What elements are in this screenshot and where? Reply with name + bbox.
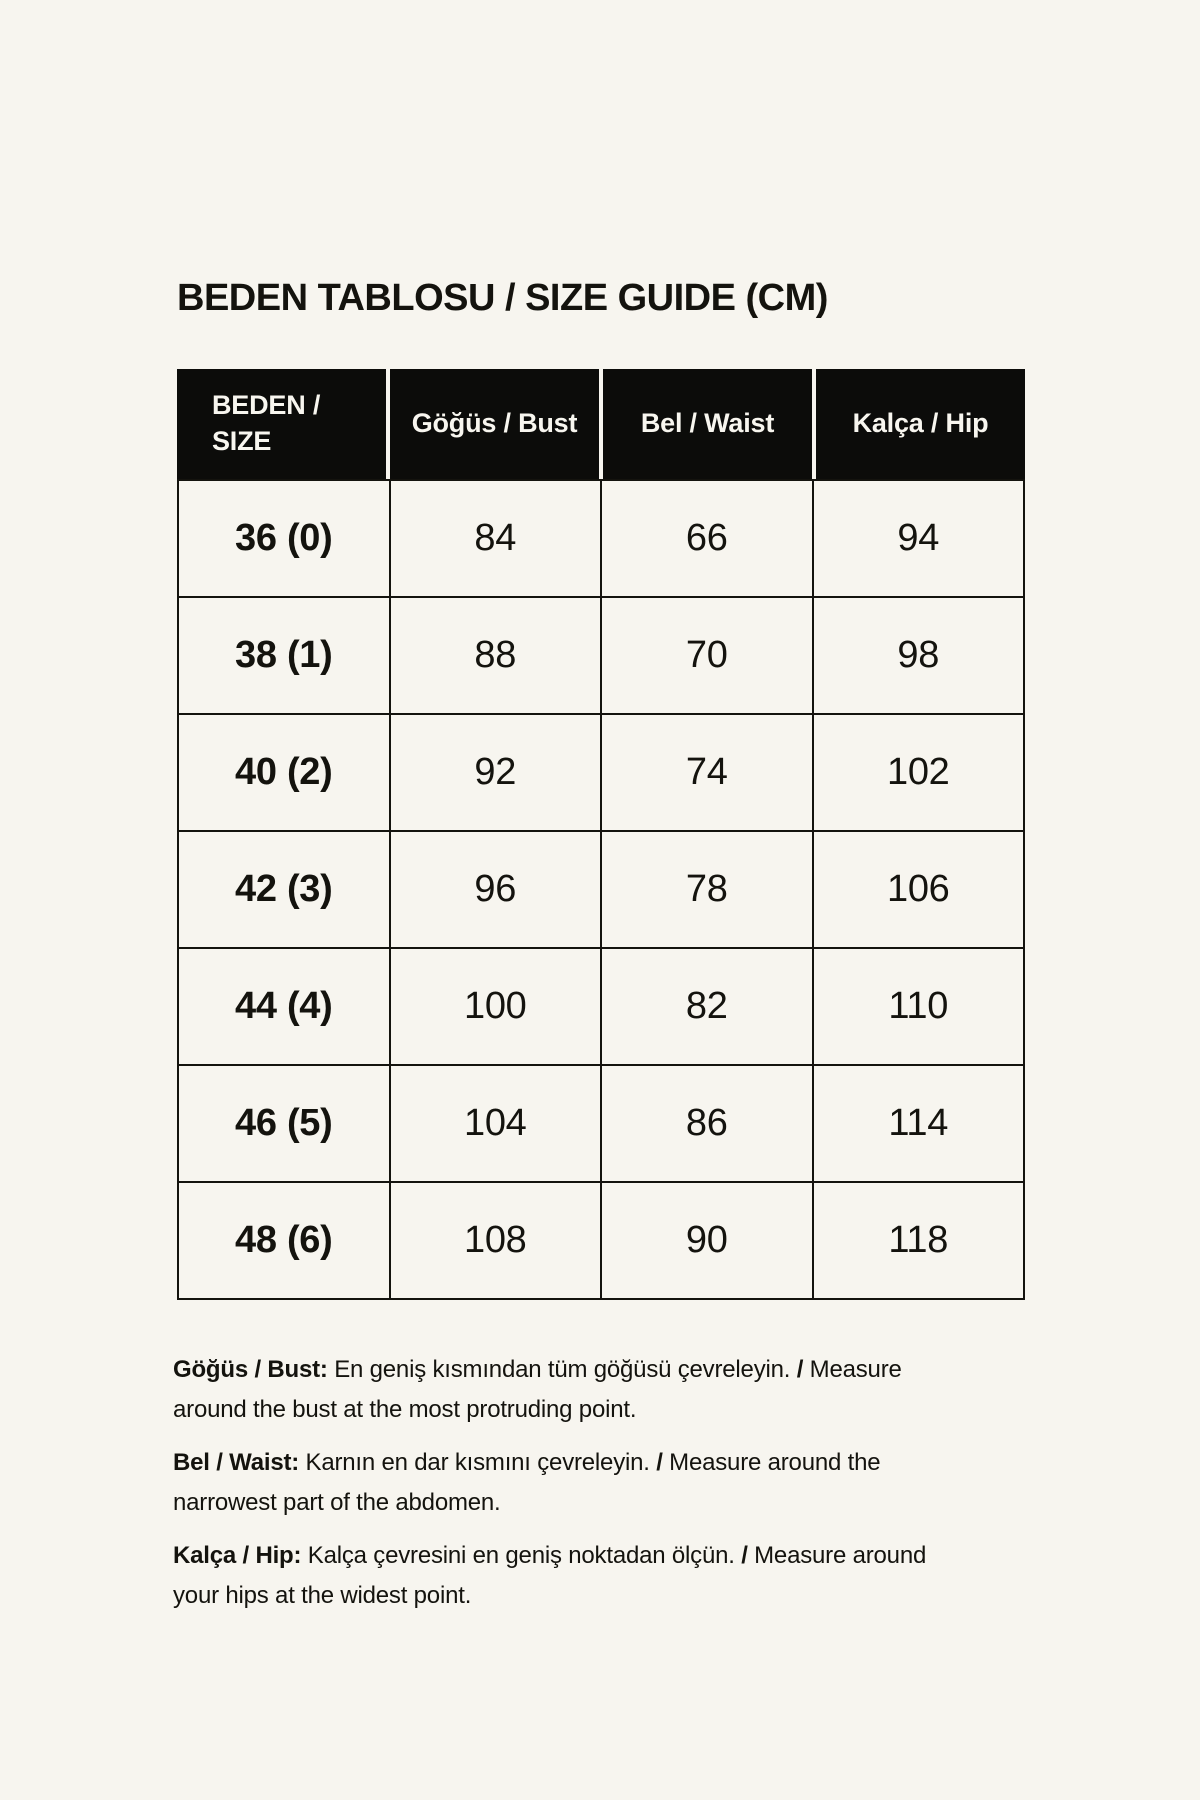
size-cell: 46 (5) <box>178 1065 390 1182</box>
footnote-text: Kalça çevresini en geniş noktadan ölçün. <box>301 1542 742 1569</box>
column-header-bust: Göğüs / Bust <box>390 369 599 479</box>
footnote-text: Karnın en dar kısmını çevreleyin. <box>299 1449 657 1476</box>
size-cell: 44 (4) <box>178 948 390 1065</box>
footnote-line <box>173 1350 973 1390</box>
hip-cell: 94 <box>813 480 1025 597</box>
hip-cell: 102 <box>813 714 1025 831</box>
bust-cell: 84 <box>390 480 602 597</box>
hip-cell: 110 <box>813 948 1025 1065</box>
waist-cell: 82 <box>601 948 813 1065</box>
footnote-label: / <box>741 1542 748 1569</box>
hip-cell: 106 <box>813 831 1025 948</box>
footnote-label: Göğüs / Bust: <box>173 1356 328 1383</box>
column-header-waist: Bel / Waist <box>603 369 812 479</box>
footnote-text: around the bust at the most protruding point. <box>173 1396 637 1423</box>
hip-cell: 118 <box>813 1182 1025 1299</box>
bust-cell: 108 <box>390 1182 602 1299</box>
footnote-line <box>173 1483 973 1523</box>
footnote-line <box>173 1443 973 1483</box>
bust-cell: 88 <box>390 597 602 714</box>
footnote-text: narrowest part of the abdomen. <box>173 1489 501 1516</box>
size-table-header-row <box>177 369 1025 479</box>
waist-cell: 86 <box>601 1065 813 1182</box>
footnote-paragraph-bust <box>173 1350 973 1430</box>
waist-cell: 78 <box>601 831 813 948</box>
bust-cell: 92 <box>390 714 602 831</box>
bust-cell: 104 <box>390 1065 602 1182</box>
size-cell: 36 (0) <box>178 480 390 597</box>
bust-cell: 100 <box>390 948 602 1065</box>
footnote-label: Kalça / Hip: <box>173 1542 302 1569</box>
footnote-paragraph-hip <box>173 1536 973 1616</box>
footnote-text: Measure around <box>747 1542 927 1569</box>
table-row <box>178 1065 1024 1182</box>
table-row <box>178 1182 1024 1299</box>
size-table-body <box>177 479 1025 1300</box>
footnote-paragraph-waist <box>173 1443 973 1523</box>
size-cell: 42 (3) <box>178 831 390 948</box>
footnote-line <box>173 1576 973 1616</box>
size-guide-table <box>177 369 1025 1300</box>
size-cell: 38 (1) <box>178 597 390 714</box>
table-row <box>178 597 1024 714</box>
page-title: BEDEN TABLOSU / SIZE GUIDE (CM) <box>177 277 828 319</box>
measurement-notes <box>173 1350 973 1629</box>
waist-cell: 66 <box>601 480 813 597</box>
footnote-text: your hips at the widest point. <box>173 1582 472 1609</box>
waist-cell: 90 <box>601 1182 813 1299</box>
table-row <box>178 480 1024 597</box>
column-header-size: BEDEN / SIZE <box>177 369 386 479</box>
bust-cell: 96 <box>390 831 602 948</box>
footnote-label: / <box>796 1356 804 1383</box>
hip-cell: 114 <box>813 1065 1025 1182</box>
waist-cell: 70 <box>601 597 813 714</box>
footnote-line <box>173 1536 973 1576</box>
table-row <box>178 948 1024 1065</box>
footnote-text: Measure around the <box>662 1449 881 1476</box>
size-cell: 40 (2) <box>178 714 390 831</box>
waist-cell: 74 <box>601 714 813 831</box>
size-cell: 48 (6) <box>178 1182 390 1299</box>
footnote-label: Bel / Waist: <box>173 1449 300 1476</box>
footnote-text: En geniş kısmından tüm göğüsü çevreleyin. <box>327 1356 797 1383</box>
table-row <box>178 831 1024 948</box>
hip-cell: 98 <box>813 597 1025 714</box>
table-row <box>178 714 1024 831</box>
footnote-line <box>173 1390 973 1430</box>
column-header-hip: Kalça / Hip <box>816 369 1025 479</box>
footnote-label: / <box>656 1449 663 1476</box>
size-table-rows <box>178 480 1024 1299</box>
footnote-text: Measure <box>803 1356 902 1383</box>
